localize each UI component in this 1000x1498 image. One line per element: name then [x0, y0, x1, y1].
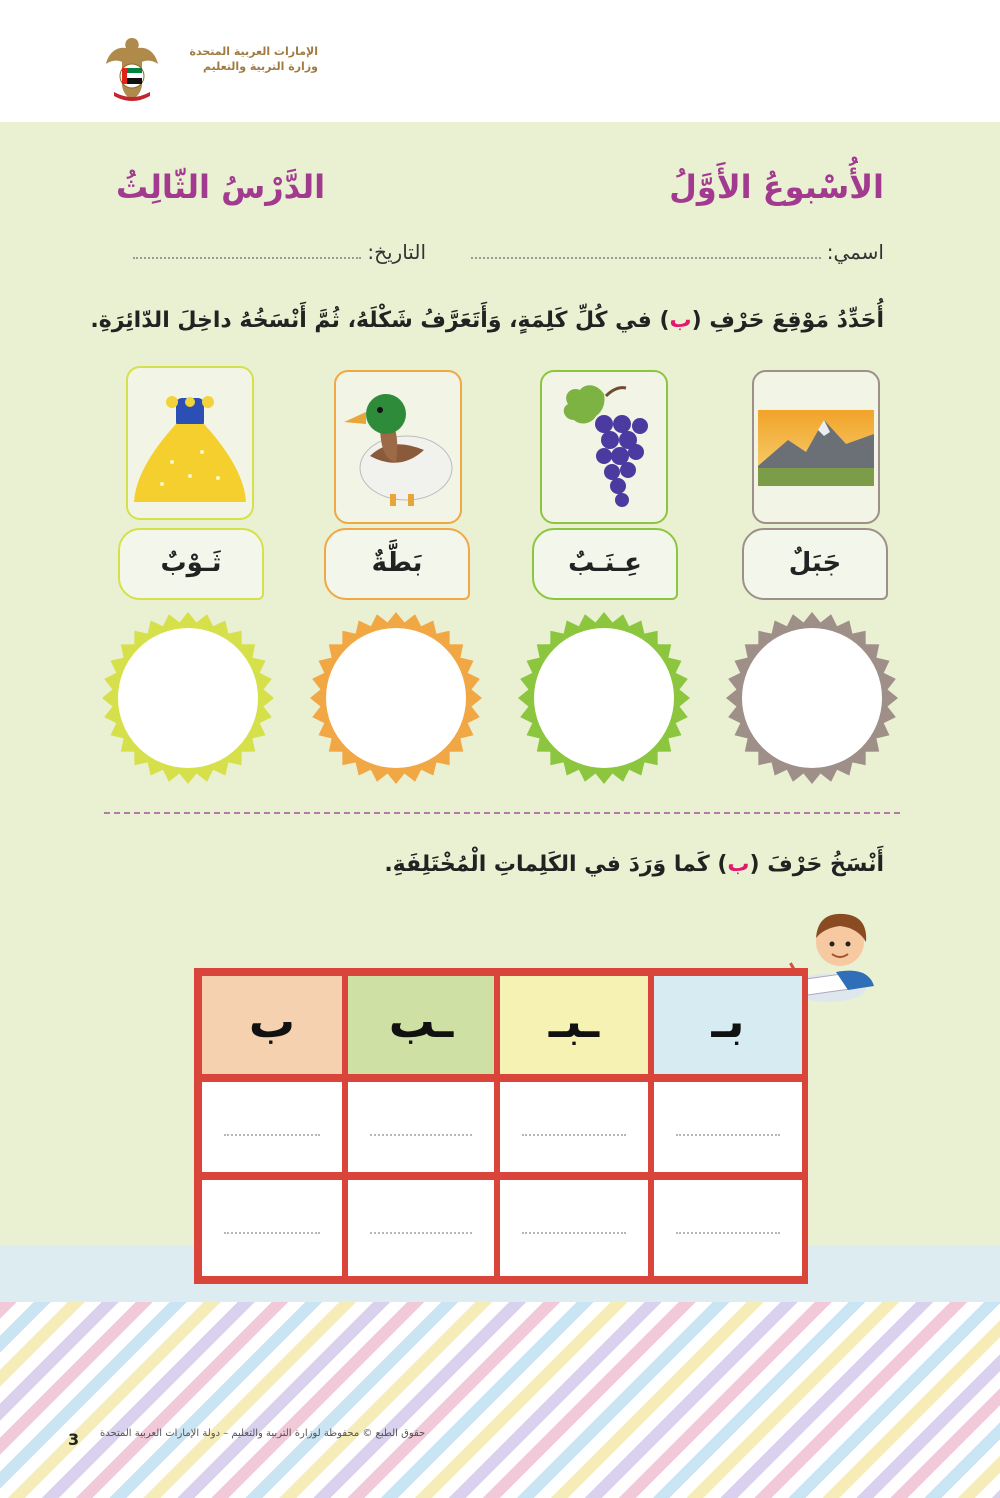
word-box-duck: بَطَّةٌ: [324, 528, 470, 600]
card-mountain: [752, 370, 880, 524]
letter-form-medial: ـبـ: [500, 976, 648, 1074]
answer-circle-dress[interactable]: [100, 610, 276, 786]
week-title: الأُسْبوعُ الأَوَّلُ: [669, 168, 884, 206]
activity1-instruction-end: ) في كُلِّ كَلِمَةٍ، وَأَتَعَرَّفُ شَكْلَهُ، ثُمَّ أَنْسَخُهُ داخِلَ الدّائِرَةِ.: [90, 308, 670, 333]
lesson-title: الدَّرْسُ الثّالِثُ: [116, 168, 326, 206]
section-divider: [104, 812, 900, 814]
name-field[interactable]: [471, 240, 884, 264]
word-box-mountain: جَبَلٌ: [742, 528, 888, 600]
copy-cell[interactable]: [202, 1180, 342, 1276]
activity2-instruction-end: ) كَما وَرَدَ في الكَلِماتِ الْمُخْتَلِفَةِ.: [384, 852, 728, 877]
answer-circle-duck[interactable]: [308, 610, 484, 786]
ministry-line-2: وزارة التربية والتعليم: [203, 60, 318, 73]
copy-cell[interactable]: [654, 1082, 802, 1172]
grapes-picture: [546, 376, 662, 516]
mountain-picture: [758, 410, 874, 490]
word-box-grapes: عِـنَـبٌ: [532, 528, 678, 600]
activity1-instruction-start: أُحَدِّدُ مَوْقِعَ حَرْفِ (: [691, 308, 884, 333]
duck-picture: [340, 376, 456, 516]
copy-cell[interactable]: [500, 1082, 648, 1172]
name-label: اسمي:: [826, 240, 884, 264]
activity2-instruction: [384, 852, 884, 877]
copy-cell[interactable]: [202, 1082, 342, 1172]
activity2-instruction-start: أَنْسَخُ حَرْفَ (: [749, 852, 884, 877]
uae-emblem-icon: [104, 34, 160, 102]
ministry-name: [166, 44, 318, 74]
copy-cell[interactable]: [654, 1180, 802, 1276]
copyright-notice: حقوق الطبع © محفوظة لوزارة التربية والتعليم – دولة الإمارات العربية المتحدة: [100, 1428, 426, 1439]
letter-form-initial: بـ: [654, 976, 802, 1074]
copy-cell[interactable]: [500, 1180, 648, 1276]
date-field[interactable]: [133, 240, 426, 264]
date-label: التاريخ:: [367, 240, 426, 264]
card-grapes: [540, 370, 668, 524]
card-duck: [334, 370, 462, 524]
answer-circle-mountain[interactable]: [724, 610, 900, 786]
letter-forms-grid: [194, 968, 808, 1284]
activity2-letter: ب: [727, 852, 750, 877]
word-box-dress: ثَـوْبٌ: [118, 528, 264, 600]
activity1-instruction: [90, 308, 884, 333]
page-header: [0, 0, 1000, 122]
date-line[interactable]: [133, 241, 361, 259]
striped-footer-decoration: [0, 1302, 1000, 1498]
letter-form-isolated: ب: [202, 976, 342, 1074]
dress-picture: [132, 372, 248, 512]
letter-form-final: ـب: [348, 976, 494, 1074]
ministry-line-1: الإمارات العربية المتحدة: [189, 45, 318, 58]
activity1-letter: ب: [669, 308, 692, 333]
copy-cell[interactable]: [348, 1082, 494, 1172]
answer-circle-grapes[interactable]: [516, 610, 692, 786]
page-number: 3: [68, 1430, 80, 1449]
card-dress: [126, 366, 254, 520]
copy-cell[interactable]: [348, 1180, 494, 1276]
name-line[interactable]: [471, 241, 821, 259]
